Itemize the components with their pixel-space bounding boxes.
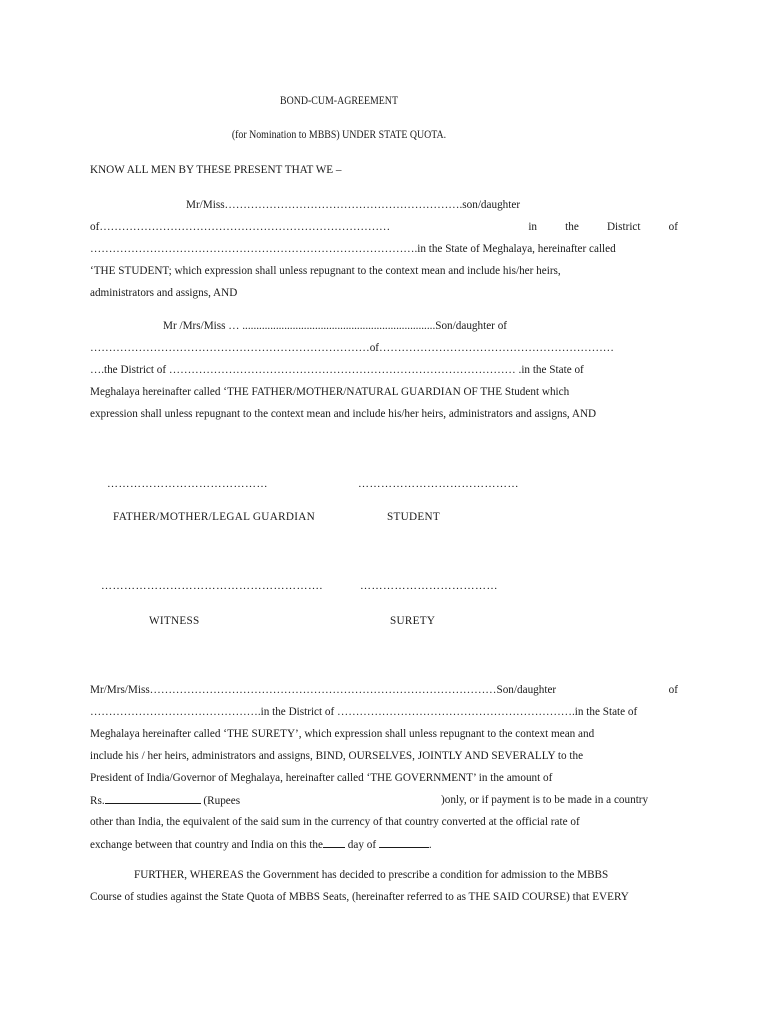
surety-bind-line: include his / her heirs, administrators and assigns, BIND, OURSELVES, JOINTLY AND SEVERALLY to the xyxy=(90,750,584,762)
surety-definition-line: Meghalaya hereinafter called ‘THE SURETY’, which expression shall unless repugnant to the context mean and xyxy=(90,728,595,740)
student-assigns-line: administrators and assigns, AND xyxy=(90,287,238,299)
witness-signature-label: WITNESS xyxy=(149,615,200,627)
month-blank xyxy=(379,837,429,848)
guardian-signature-label: FATHER/MOTHER/LEGAL GUARDIAN xyxy=(113,511,315,523)
further-line-1: FURTHER, WHEREAS the Government has decided to prescribe a condition for admission to the MBBS xyxy=(134,869,609,881)
guardian-definition-line: Meghalaya hereinafter called ‘THE FATHER/MOTHER/NATURAL GUARDIAN OF THE Student which xyxy=(90,386,570,398)
text-in: in xyxy=(528,221,538,233)
student-name-line: Mr/Miss……………………………………………………….son/daughter xyxy=(186,199,521,211)
guardian-district-line: ….the District of ………………………………………………………………………………… .in the State of xyxy=(90,364,584,376)
intro-line: KNOW ALL MEN BY THESE PRESENT THAT WE – xyxy=(90,164,342,176)
rs-label: Rs. xyxy=(90,795,105,807)
surety-signature-label: SURETY xyxy=(390,615,436,627)
amount-blank xyxy=(105,793,201,804)
text-district: District xyxy=(606,221,641,233)
surety-exchange-line xyxy=(90,837,432,852)
day-of-text: day of xyxy=(347,839,377,851)
witness-signature-dots: …………………………………………………. xyxy=(101,580,323,592)
surety-government-line: President of India/Governor of Meghalaya, hereinafter called ‘THE GOVERNMENT’ in the amount of xyxy=(90,772,553,784)
surety-equivalent-line: other than India, the equivalent of the said sum in the currency of that country converted at the official rate of xyxy=(90,816,580,828)
further-line-2: Course of studies against the State Quota of MBBS Seats, (hereinafter referred to as THE SAID COURSE) that EVERY xyxy=(90,891,629,903)
period: . xyxy=(428,839,432,851)
surety-name-line xyxy=(90,683,678,697)
student-of-line xyxy=(90,220,678,234)
exchange-text: exchange between that country and India on this the xyxy=(90,839,323,851)
student-signature-dots: …………………………………… xyxy=(358,478,519,490)
student-state-line: …………………………………………………………………………….in the State of Meghalaya, hereinafter called xyxy=(90,243,616,255)
student-definition-line: ‘THE STUDENT; which expression shall unless repugnant to the context mean and include his/her heirs, xyxy=(90,265,561,277)
guardian-name-line: Mr /Mrs/Miss … .....................................................................Son/daughter of xyxy=(163,320,508,332)
text-the: the xyxy=(565,221,579,233)
text-of: of xyxy=(668,684,678,696)
guardian-signature-dots: …………………………………… xyxy=(107,478,268,490)
text-of: of xyxy=(668,221,678,233)
student-signature-label: STUDENT xyxy=(387,511,441,523)
day-blank xyxy=(323,837,345,848)
guardian-assigns-line: expression shall unless repugnant to the context mean and include his/her heirs, administrators and assigns, AND xyxy=(90,408,597,420)
rupees-label: (Rupees xyxy=(203,795,241,807)
document-subtitle: (for Nomination to MBBS) UNDER STATE QUOTA. xyxy=(231,129,447,141)
surety-name-dots: Mr/Mrs/Miss…………………………………………………………………………………Son/daughter xyxy=(90,684,557,696)
surety-signature-dots: ……………………………… xyxy=(360,580,498,592)
guardian-of-line: …………………………………………………………………of……………………………………………………… xyxy=(90,342,614,354)
surety-amount-rest: )only, or if payment is to be made in a country xyxy=(441,794,649,806)
surety-district-line: ……………………………………….in the District of ……………………………………………………….in the State of xyxy=(90,706,638,718)
document-title: BOND-CUM-AGREEMENT xyxy=(280,95,398,107)
surety-amount-line xyxy=(90,793,240,808)
student-of-dots: of…………………………………………………………………… xyxy=(90,221,391,233)
